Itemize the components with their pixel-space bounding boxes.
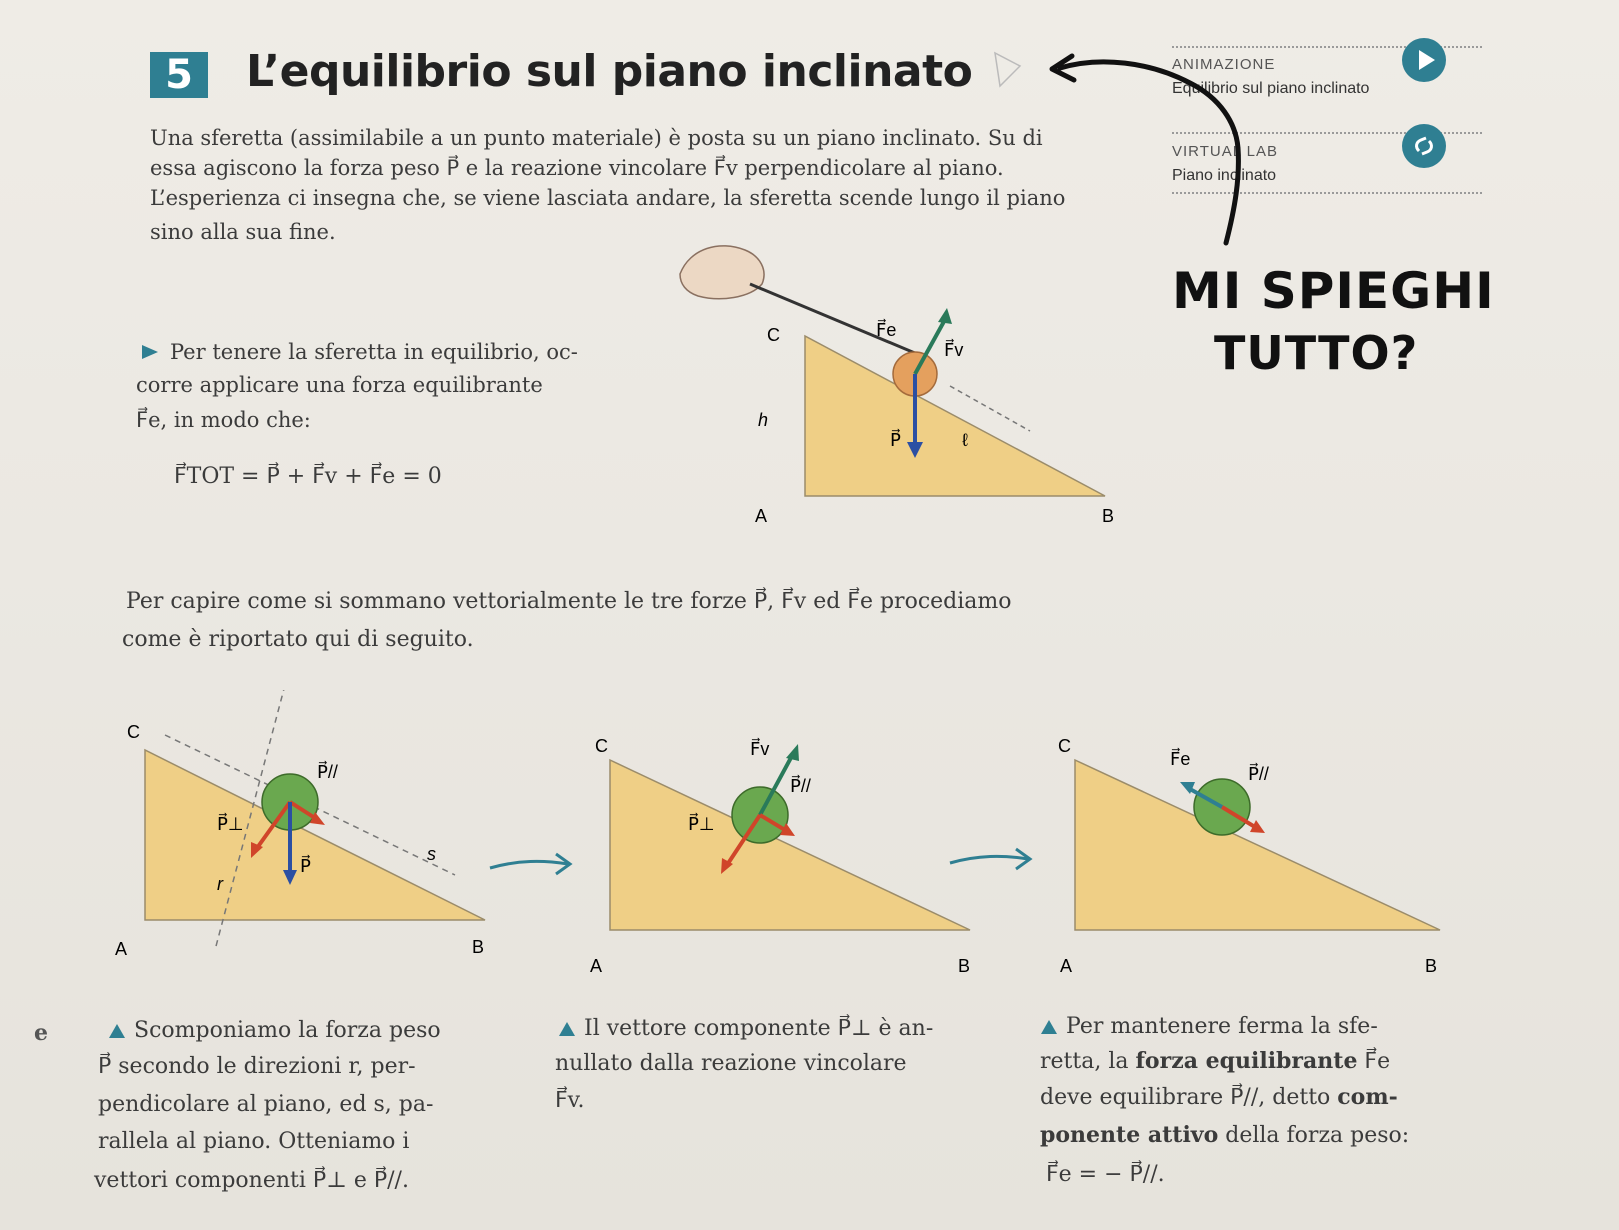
section-title: L’equilibrio sul piano inclinato bbox=[246, 46, 973, 97]
caption-1-line-2: P⃗ secondo le direzioni r, per- bbox=[98, 1054, 416, 1079]
margin-fragment: e bbox=[34, 1020, 48, 1046]
fig2-label-p-perp: P⃗⊥ bbox=[688, 814, 715, 834]
animation-title[interactable]: Equilibrio sul piano inclinato bbox=[1172, 80, 1370, 97]
caption-3-line-1: Per mantenere ferma la sfe- bbox=[1066, 1014, 1378, 1039]
caption-3-line-2 bbox=[1040, 1050, 1390, 1073]
fig3-label-c: C bbox=[1058, 736, 1071, 756]
arrow-right-icon-2 bbox=[948, 835, 1038, 875]
caption-1-triangle-icon bbox=[108, 1022, 126, 1040]
fig3-label-a: A bbox=[1060, 956, 1073, 976]
lab-title[interactable]: Piano inclinato bbox=[1172, 167, 1277, 184]
caption-1-line-4: rallela al piano. Otteniamo i bbox=[98, 1129, 410, 1154]
caption-3-line-2-b: forza equilibrante bbox=[1135, 1048, 1358, 1074]
fig1-label-p: P⃗ bbox=[300, 856, 311, 876]
section-number: 5 bbox=[150, 52, 208, 98]
fig2-label-a: A bbox=[590, 956, 603, 976]
caption-1-line-5: vettori componenti P⃗⊥ e P⃗//. bbox=[94, 1168, 409, 1193]
label-h: h bbox=[758, 410, 769, 430]
fig2-label-p-par: P⃗// bbox=[790, 776, 811, 796]
intro-line-1: Una sferetta (assimilabile a un punto materiale) è posta su un piano inclinato. Su di bbox=[150, 126, 1043, 150]
caption-3-line-3-a: deve equilibrare P⃗//, detto bbox=[1040, 1085, 1338, 1110]
animation-label: ANIMAZIONE bbox=[1172, 56, 1276, 73]
inclined-plane-triangle bbox=[805, 336, 1105, 496]
fig1-label-s: s bbox=[427, 844, 436, 864]
fig1-label-b: B bbox=[472, 937, 485, 957]
figure-reaction-cancel bbox=[580, 730, 990, 1000]
caption-3-line-2-c: F⃗e bbox=[1357, 1049, 1391, 1074]
label-fe: F⃗e bbox=[876, 320, 897, 340]
label-a: A bbox=[755, 506, 768, 526]
caption-3-line-2-a: retta, la bbox=[1040, 1049, 1136, 1074]
label-fv: F⃗v bbox=[944, 340, 964, 360]
handwritten-note-line1: MI SPIEGHI bbox=[1172, 262, 1495, 320]
handwritten-note-line2: TUTTO? bbox=[1214, 326, 1419, 380]
fig1-label-a: A bbox=[115, 939, 128, 959]
main-inclined-plane-figure bbox=[650, 236, 1170, 546]
hand-illustration bbox=[680, 246, 764, 299]
play-icon[interactable] bbox=[1402, 38, 1446, 82]
fig3-label-b: B bbox=[1425, 956, 1438, 976]
equilibrium-formula: F⃗TOT = P⃗ + F⃗v + F⃗e = 0 bbox=[174, 464, 442, 489]
lab-label: VIRTUAL LAB bbox=[1172, 143, 1279, 160]
caption-3-triangle-icon bbox=[1040, 1018, 1058, 1036]
fig3-label-fe: F⃗e bbox=[1170, 749, 1191, 769]
figure-equilibrant bbox=[1040, 730, 1460, 1000]
fig1-label-c: C bbox=[127, 722, 140, 742]
fig2-label-b: B bbox=[958, 956, 971, 976]
fig3-label-p-par: P⃗// bbox=[1248, 764, 1269, 784]
intro-line-4: sino alla sua fine. bbox=[150, 220, 336, 244]
fig1-label-p-perp: P⃗⊥ bbox=[217, 814, 244, 834]
caption-2-triangle-icon bbox=[558, 1020, 576, 1038]
label-b: B bbox=[1102, 506, 1115, 526]
caption-3-line-4-b: della forza peso: bbox=[1218, 1123, 1410, 1148]
equilibrium-line-2: corre applicare una forza equilibrante bbox=[136, 373, 543, 397]
label-c: C bbox=[767, 325, 780, 345]
caption-3-line-4-a: ponente attivo bbox=[1040, 1122, 1219, 1148]
equilibrium-line-1: Per tenere la sferetta in equilibrio, oc- bbox=[170, 340, 578, 364]
bullet-triangle-icon bbox=[140, 342, 160, 362]
caption-1-line-1: Scomponiamo la forza peso bbox=[134, 1018, 441, 1043]
caption-3-line-4 bbox=[1040, 1124, 1409, 1147]
caption-3-formula: F⃗e = − P⃗//. bbox=[1046, 1162, 1165, 1187]
fig2-label-c: C bbox=[595, 736, 608, 756]
intro-line-2: essa agiscono la forza peso P⃗ e la reazione vincolare F⃗v perpendicolare al piano. bbox=[150, 156, 1004, 180]
link-icon[interactable] bbox=[1402, 124, 1446, 168]
fig1-label-r: r bbox=[217, 874, 223, 894]
arrow-right-icon bbox=[488, 840, 578, 880]
fig1-label-p-par: P⃗// bbox=[317, 762, 338, 782]
caption-3-line-3-b: com- bbox=[1337, 1084, 1398, 1110]
caption-2-line-3: F⃗v. bbox=[555, 1088, 585, 1113]
intro-line-3: L’esperienza ci insegna che, se viene lasciata andare, la sferetta scende lungo il piano bbox=[150, 186, 1066, 210]
caption-2-line-2: nullato dalla reazione vincolare bbox=[555, 1051, 907, 1076]
equilibrium-line-3: F⃗e, in modo che: bbox=[136, 408, 311, 432]
label-l: ℓ bbox=[962, 430, 968, 450]
caption-3-line-3 bbox=[1040, 1086, 1398, 1109]
sum-line-1: Per capire come si sommano vettorialmente le tre forze P⃗, F⃗v ed F⃗e procediamo bbox=[126, 589, 1012, 614]
caption-2-line-1: Il vettore componente P⃗⊥ è an- bbox=[584, 1016, 934, 1041]
caption-1-line-3: pendicolare al piano, ed s, pa- bbox=[98, 1092, 434, 1117]
sum-line-2: come è riportato qui di seguito. bbox=[122, 627, 474, 652]
label-p: P⃗ bbox=[890, 430, 901, 450]
figure-decomposition bbox=[105, 690, 505, 1000]
fig2-label-fv: F⃗v bbox=[750, 739, 770, 759]
